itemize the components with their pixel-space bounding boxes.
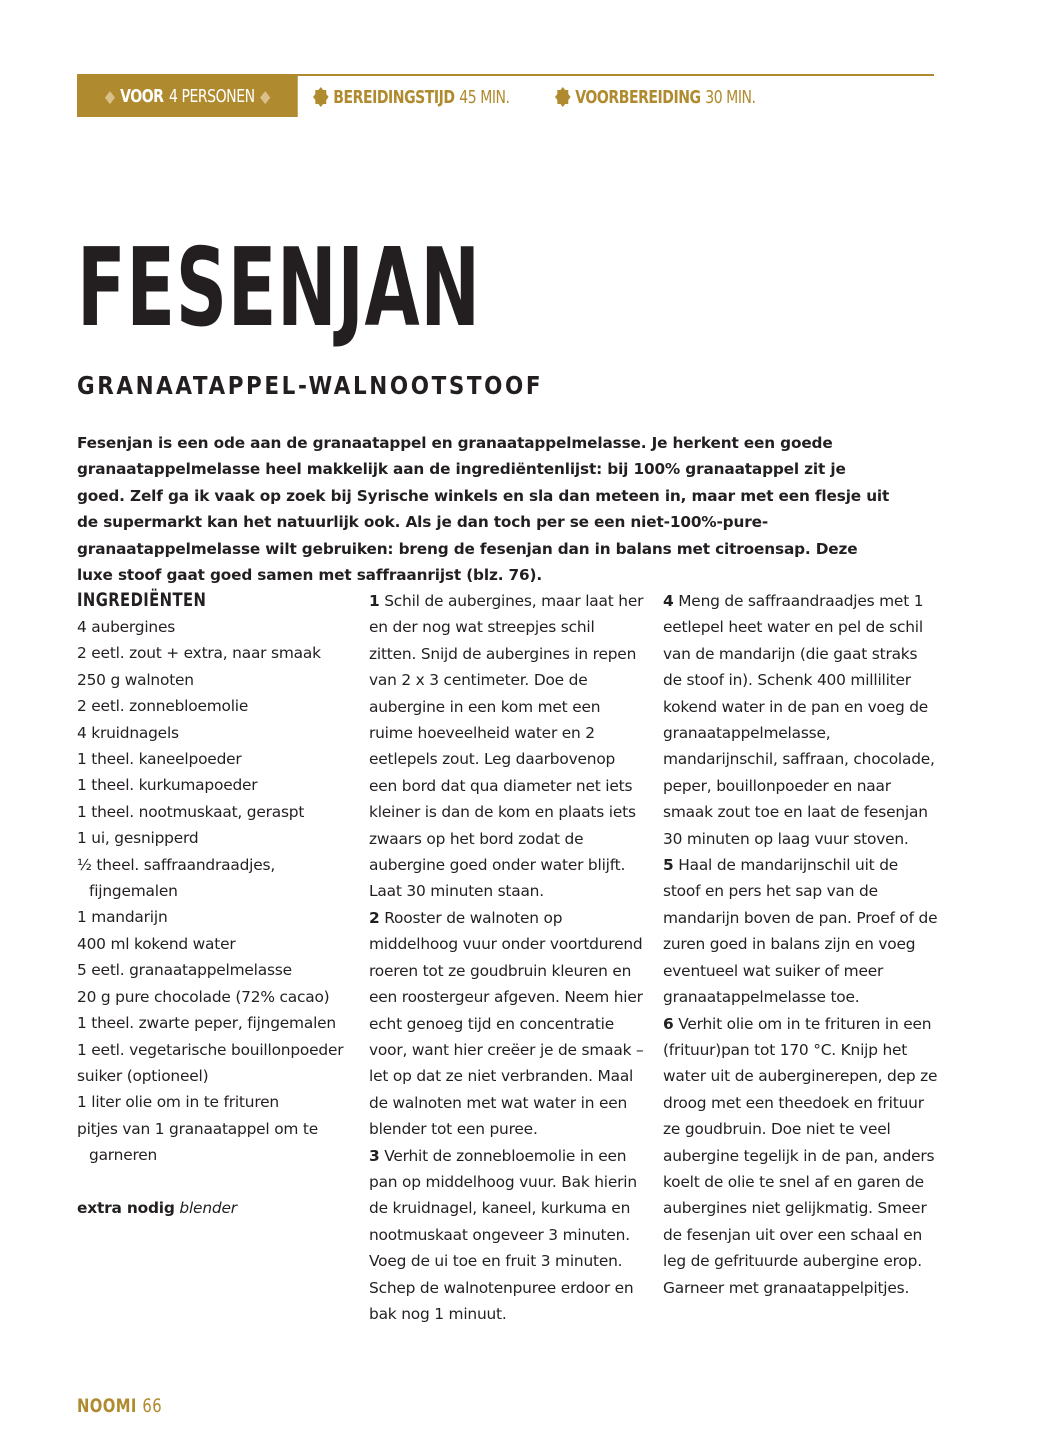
step-number: 3 (369, 1146, 380, 1165)
step-number: 2 (369, 908, 380, 927)
servings-banner (77, 76, 298, 117)
extra-needed-label: extra nodig (77, 1198, 175, 1217)
recipe-title: FESENJAN (77, 226, 481, 351)
method-column-2 (663, 588, 939, 1301)
ingredient-item: pitjes van 1 granaatappel om te garneren (77, 1119, 318, 1165)
star-badge-icon (313, 87, 329, 107)
servings-value: 4 PERSONEN (168, 86, 255, 107)
extra-needed-value: blender (179, 1198, 237, 1217)
ingredient-item: 1 theel. zwarte peper, fijngemalen (77, 1014, 336, 1033)
step-number: 5 (663, 856, 674, 875)
method-step (663, 1011, 939, 1301)
method-step (369, 1143, 645, 1328)
ingredient-item: 20 g pure chocolade (72% cacao) (77, 987, 330, 1006)
step-number: 1 (369, 592, 380, 610)
ingredient-item: 250 g walnoten (77, 670, 194, 689)
ingredient-item: 5 eetl. granaatappelmelasse (77, 961, 292, 980)
ingredients-heading: INGREDIËNTEN (77, 589, 207, 611)
ingredient-item: 1 eetl. vegetarische bouillonpoeder (77, 1040, 344, 1059)
ingredient-item: 400 ml kokend water (77, 934, 236, 953)
step-text: Schil de aubergines, maar laat her en der nog wat streepjes schil zitten. Snijd de aubergines in repen van 2 x 3 centimeter. Doe de aubergine in een kom met een ruime hoeveelheid water en 2 eetlepels zout. Leg daarbovenop een bord dat qua diameter net iets kleiner is dan de kom en plaats iets zwaars op het bord zodat de aubergine goed onder water blijft. Laat 30 minuten staan. (369, 592, 644, 901)
ingredient-item: 4 aubergines (77, 618, 176, 636)
ingredient-item: 1 theel. nootmuskaat, geraspt (77, 802, 305, 821)
book-name: NOOMI (77, 1395, 137, 1417)
ingredient-item: suiker (optioneel) (77, 1066, 209, 1085)
extra-needed (77, 1195, 357, 1221)
recipe-subtitle: GRANAATAPPEL-WALNOOTSTOOF (77, 371, 544, 400)
page-number: 66 (142, 1395, 163, 1417)
diamond-icon: ◆ (104, 86, 115, 107)
ingredient-item: 1 mandarijn (77, 908, 168, 927)
step-text: Haal de mandarijnschil uit de stoof en pers het sap van de mandarijn boven de pan. Proef of de zuren goed in balans zijn en voeg eventueel wat suiker of meer granaatappelmelasse toe. (663, 856, 938, 1007)
method-step (369, 905, 645, 1143)
method-step (663, 588, 939, 852)
prep-time (555, 84, 756, 110)
step-text: Meng de saffraandraadjes met 1 eetlepel heet water en pel de schil van de mandarijn (die gaat straks de stoof in). Schenk 400 milliliter kokend water in de pan en voeg de granaatappelmelasse, mandarijnschil, saffraan, chocolade, peper, bouillonpoeder en naar smaak zout toe en laat de fesenjan 30 minuten op laag vuur stoven. (663, 592, 935, 848)
servings-label: VOOR (120, 86, 164, 107)
ingredient-item: 4 kruidnagels (77, 723, 179, 742)
ingredient-item: ½ theel. saffraandraadjes, fijngemalen (77, 855, 276, 901)
step-number: 4 (663, 592, 674, 610)
step-text: Verhit olie om in te frituren in een (frituur)pan tot 170 °C. Knijp het water uit de auberginerepen, dep ze droog met een theedoek en frituur ze goudbruin. Doe niet te veel aubergine tegelijk in de pan, anders koelt de olie te snel af en garen de aubergines niet gelijkmatig. Smeer de fesenjan uit over een schaal en leg de gefrituurde aubergine erop. Garneer met granaatappelpitjes. (663, 1014, 938, 1297)
ingredients-list (77, 614, 357, 1169)
ingredient-item: 2 eetl. zout + extra, naar smaak (77, 644, 321, 663)
ingredient-item: 1 liter olie om in te frituren (77, 1093, 279, 1112)
step-text: Rooster de walnoten op middelhoog vuur onder voortdurend roeren tot ze goudbruin kleuren en een roostergeur afgeven. Neem hier echt genoeg tijd en concentratie voor, want hier creëer je de smaak – let op dat ze niet verbranden. Maal de walnoten met wat water in een blender tot een puree. (369, 908, 644, 1139)
intro-paragraph: Fesenjan is een ode aan de granaatappel en granaatappelmelasse. Je herkent een goede granaatappelmelasse heel makkelijk aan de ingrediëntenlijst: bij 100% granaatappel zit je goed. Zelf ga ik vaak op zoek bij Syrische winkels en sla dan meteen in, maar met een flesje uit de supermarkt kan het natuurlijk ook. Als je dan toch per se een niet-100%-pure-granaatappelmelasse wilt gebruiken: breng de fesenjan dan in balans met citroensap. Deze luxe stoof gaat goed samen met saffraanrijst (blz. 76). (77, 434, 890, 585)
page-footer (77, 1395, 162, 1417)
prep-time-label: VOORBEREIDING (575, 86, 701, 108)
step-number: 6 (663, 1014, 674, 1033)
ingredient-item: 1 theel. kurkumapoeder (77, 776, 258, 795)
star-badge-icon (555, 87, 571, 107)
prep-time-value: 30 MIN. (705, 86, 756, 108)
ingredients-column (77, 588, 357, 1221)
method-step (369, 588, 645, 905)
method-column-1 (369, 588, 645, 1327)
cook-time-value: 45 MIN. (459, 86, 510, 108)
cook-time (313, 84, 510, 110)
diamond-icon: ◆ (260, 86, 270, 107)
step-text: Verhit de zonnebloemolie in een pan op middelhoog vuur. Bak hierin de kruidnagel, kaneel, kurkuma en nootmuskaat ongeveer 3 minuten. Voeg de ui toe en fruit 3 minuten. Schep de walnotenpuree erdoor en bak nog 1 minuut. (369, 1146, 637, 1323)
ingredient-item: 1 theel. kaneelpoeder (77, 750, 242, 769)
method-step (663, 852, 939, 1010)
cook-time-label: BEREIDINGSTIJD (333, 86, 455, 108)
ingredient-item: 1 ui, gesnipperd (77, 829, 199, 848)
ingredient-item: 2 eetl. zonnebloemolie (77, 697, 249, 716)
